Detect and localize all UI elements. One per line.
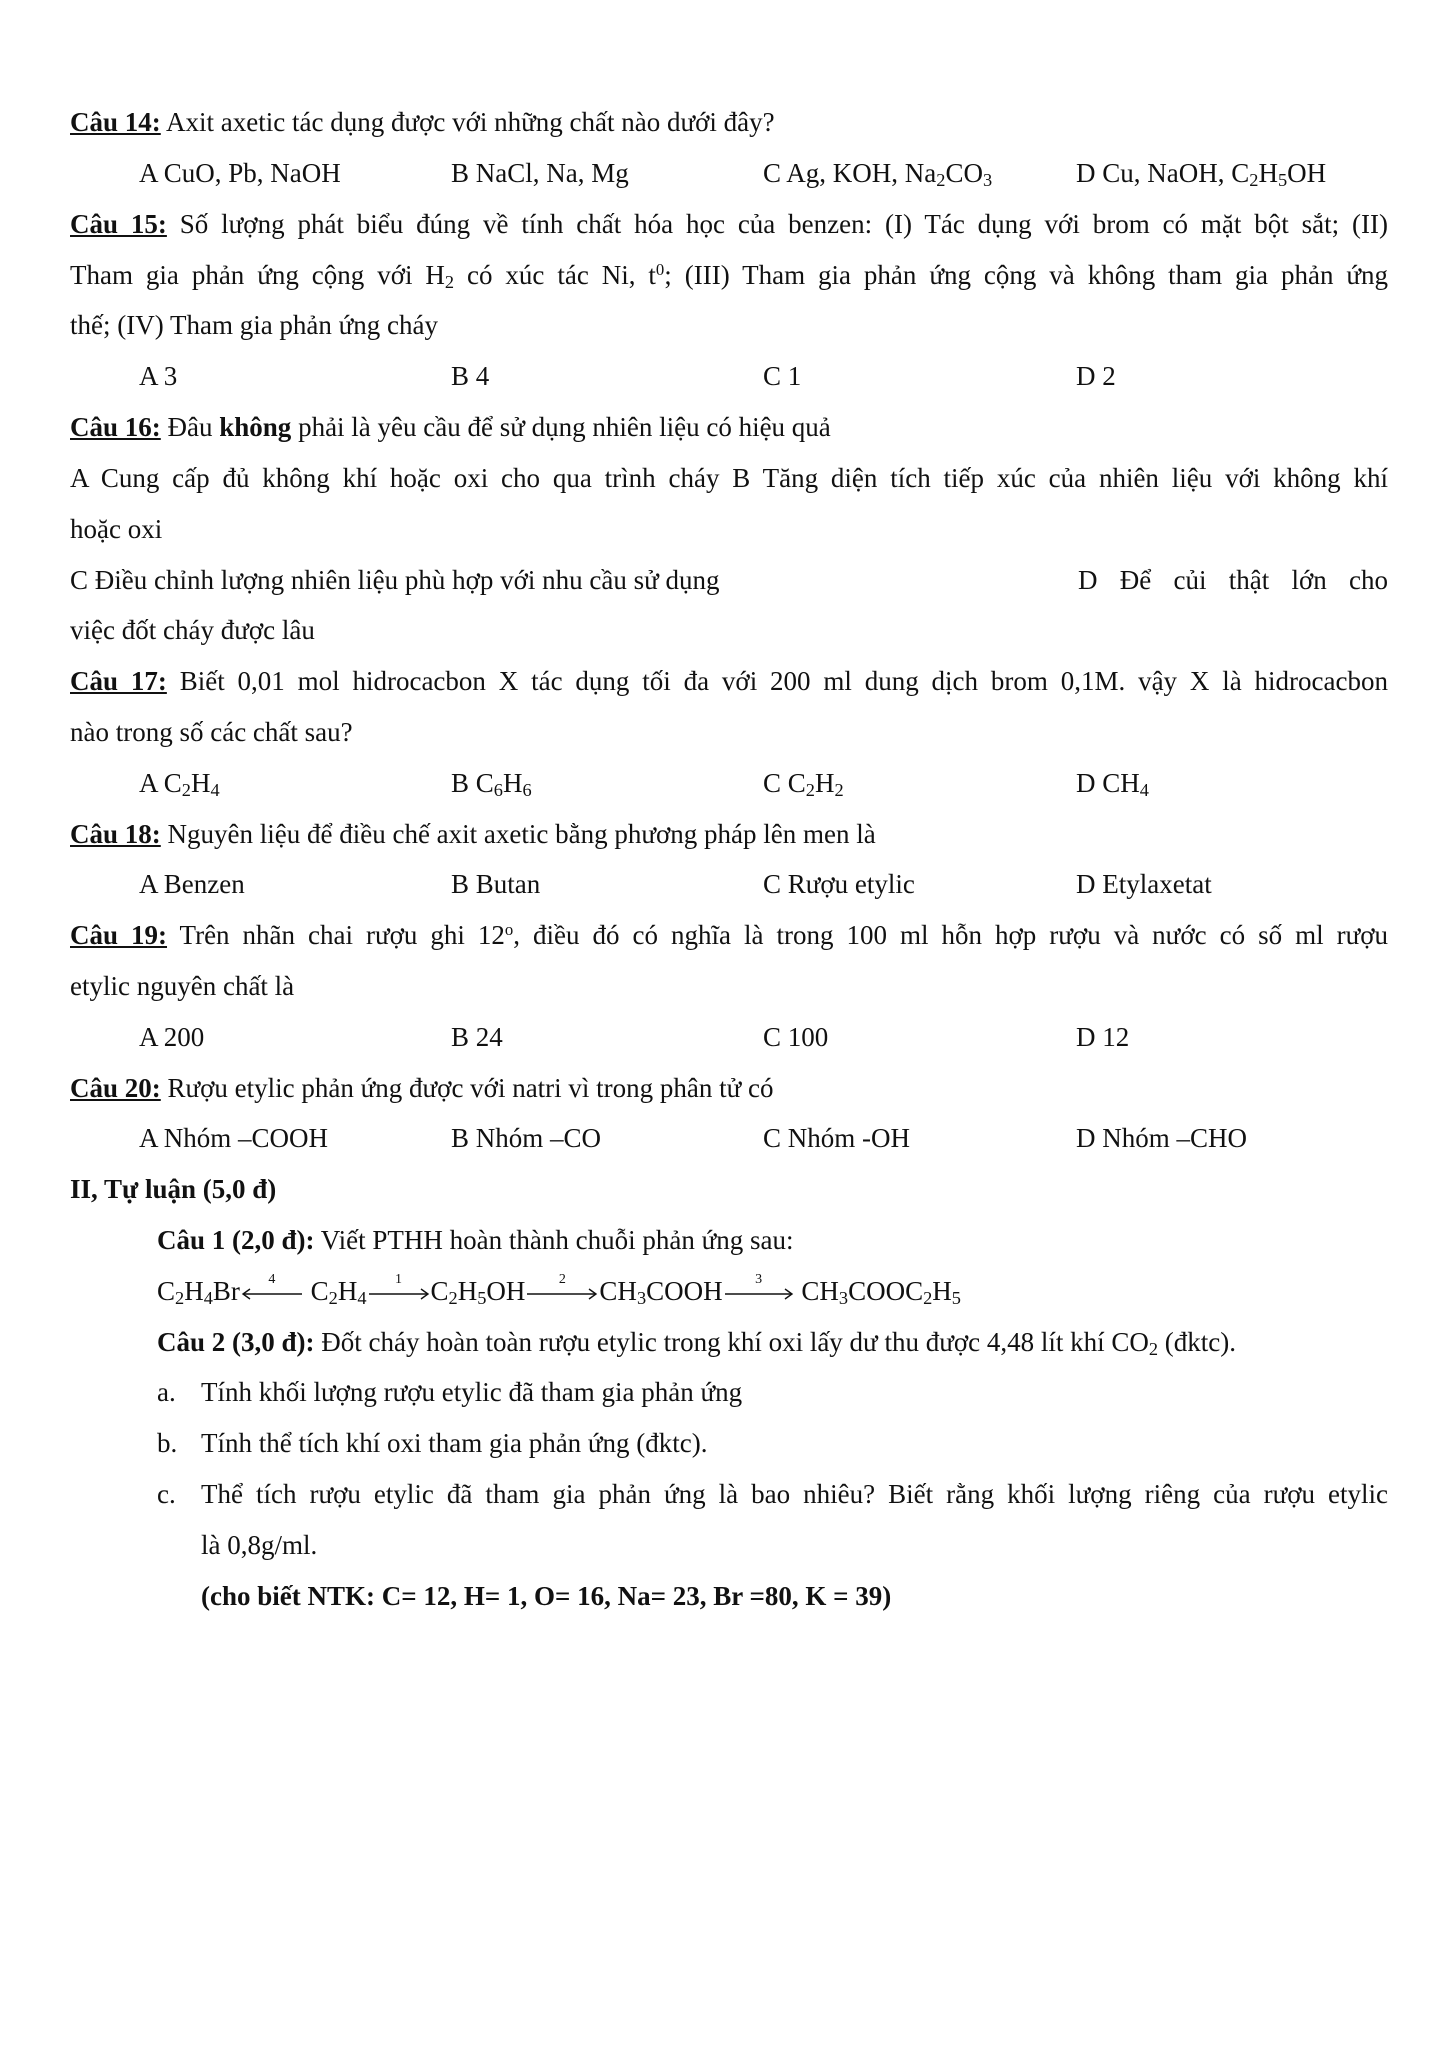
option-c: C Ag, KOH, $Na_2CO_3$ bbox=[763, 158, 993, 191]
question-14 bbox=[70, 106, 775, 138]
option-b: B 24 bbox=[451, 1022, 503, 1052]
question-15-line-3: thế; (IV) Tham gia phản ứng cháy bbox=[70, 310, 439, 340]
option-d: D 2 bbox=[1076, 361, 1116, 391]
option-d: D Etylaxetat bbox=[1076, 869, 1212, 899]
option-b: B Nhóm –CO bbox=[451, 1123, 602, 1153]
option-c: C 100 bbox=[763, 1022, 829, 1052]
option-c: C Điều chỉnh lượng nhiên liệu phù hợp với nhu cầu sử dụng bbox=[70, 565, 720, 595]
option-d: D Để củi thật lớn cho bbox=[1078, 565, 1388, 595]
question-16-options-ab-cont: hoặc oxi bbox=[70, 514, 163, 544]
option-d: D 12 bbox=[1076, 1022, 1130, 1052]
option-a: A $C_2H_4$ bbox=[139, 768, 220, 801]
option-b: B $C_6H_6$ bbox=[451, 768, 532, 801]
reaction-chain bbox=[157, 1271, 961, 1309]
question-16-options-ab: A Cung cấp đủ không khí hoặc oxi cho qua trình cháy B Tăng diện tích tiếp xúc của nhiên liệu với không khí bbox=[70, 463, 1388, 493]
sub-question-a-marker: a. bbox=[157, 1377, 176, 1407]
left-arrow-icon: 4 bbox=[240, 1284, 304, 1304]
option-a: A Benzen bbox=[139, 869, 245, 899]
right-arrow-icon: 2 bbox=[525, 1284, 599, 1304]
option-c: C 1 bbox=[763, 361, 802, 391]
question-label: Câu 18: bbox=[70, 819, 161, 849]
sub-question-c-cont: là 0,8g/ml. bbox=[201, 1530, 318, 1560]
question-19-line-2: etylic nguyên chất là bbox=[70, 971, 295, 1001]
sub-question-b: Tính thể tích khí oxi tham gia phản ứng (đktc). bbox=[201, 1428, 708, 1458]
option-d: D $CH_4$ bbox=[1076, 768, 1149, 801]
question-17-line-2: nào trong số các chất sau? bbox=[70, 717, 353, 747]
sub-question-b-marker: b. bbox=[157, 1428, 178, 1458]
question-16: Câu 16: Đâu không phải là yêu cầu để sử dụng nhiên liệu có hiệu quả bbox=[70, 412, 831, 442]
option-a: A 3 bbox=[139, 361, 178, 391]
option-d: D Nhóm –CHO bbox=[1076, 1123, 1248, 1153]
question-label: Câu 15: bbox=[70, 209, 167, 239]
question-text: Axit axetic tác dụng được với những chất nào dưới đây? bbox=[160, 107, 775, 137]
sub-question-a: Tính khối lượng rượu etylic đã tham gia phản ứng bbox=[201, 1377, 743, 1407]
option-c: C $C_2H_2$ bbox=[763, 768, 844, 801]
option-b: B 4 bbox=[451, 361, 490, 391]
compound-c2h4br: $C_2H_4Br$ bbox=[157, 1276, 240, 1309]
question-19: Câu 19: Trên nhãn chai rượu ghi 12$^o$, điều đó có nghĩa là trong 100 ml hỗn hợp rượu và nước có số ml rượu bbox=[70, 919, 1388, 950]
section-title: II, Tự luận (5,0 đ) bbox=[70, 1174, 277, 1204]
question-label: Câu 20: bbox=[70, 1073, 161, 1103]
sub-question-c-marker: c. bbox=[157, 1479, 176, 1509]
question-20: Câu 20: Rượu etylic phản ứng được với natri vì trong phân tử có bbox=[70, 1073, 774, 1103]
option-a: A Nhóm –COOH bbox=[139, 1123, 329, 1153]
compound-c2h5oh: $C_2H_5OH$ bbox=[430, 1276, 526, 1309]
question-label: Câu 14: bbox=[70, 107, 161, 137]
option-d: D Cu, NaOH, $C_2H_5OH$ bbox=[1076, 158, 1327, 191]
option-c: C Rượu etylic bbox=[763, 869, 915, 899]
option-b: B NaCl, Na, Mg bbox=[451, 158, 629, 188]
compound-c2h4: $C_2H_4$ bbox=[310, 1276, 367, 1309]
option-c: C Nhóm -OH bbox=[763, 1123, 910, 1153]
right-arrow-icon: 3 bbox=[723, 1284, 795, 1304]
atomic-mass-note: (cho biết NTK: C= 12, H= 1, O= 16, Na= 23, Br =80, K = 39) bbox=[201, 1581, 892, 1611]
question-label: Câu 16: bbox=[70, 412, 161, 442]
question-15: Câu 15: Số lượng phát biểu đúng về tính chất hóa học của benzen: (I) Tác dụng với brom có mặt bột sắt; (II) bbox=[70, 209, 1388, 239]
essay-question-2: Câu 2 (3,0 đ): Đốt cháy hoàn toàn rượu etylic trong khí oxi lấy dư thu được 4,48 lít khí $CO_2$ (đktc). bbox=[157, 1327, 1237, 1360]
sub-question-c: Thể tích rượu etylic đã tham gia phản ứng là bao nhiêu? Biết rằng khối lượng riêng của rượu etylic bbox=[201, 1479, 1388, 1509]
compound-ch3cooc2h5: $CH_3COOC_2H_5$ bbox=[801, 1276, 961, 1309]
right-arrow-icon: 1 bbox=[367, 1284, 431, 1304]
question-17: Câu 17: Biết 0,01 mol hidrocacbon X tác dụng tối đa với 200 ml dung dịch brom 0,1M. vậy X là hidrocacbon bbox=[70, 666, 1389, 696]
option-b: B Butan bbox=[451, 869, 541, 899]
option-d-cont: việc đốt cháy được lâu bbox=[70, 615, 315, 645]
question-label: Câu 19: bbox=[70, 920, 168, 950]
question-18: Câu 18: Nguyên liệu để điều chế axit axetic bằng phương pháp lên men là bbox=[70, 819, 876, 849]
question-15-line-2: Tham gia phản ứng cộng với $H_2$ có xúc tác Ni, $t^0$; (III) Tham gia phản ứng cộng và không tham gia phản ứng bbox=[70, 259, 1389, 293]
option-a: A CuO, Pb, NaOH bbox=[139, 158, 341, 188]
essay-question-1: Câu 1 (2,0 đ): Viết PTHH hoàn thành chuỗi phản ứng sau: bbox=[157, 1225, 794, 1255]
question-label: Câu 17: bbox=[70, 666, 167, 696]
compound-ch3cooh: $CH_3COOH$ bbox=[599, 1276, 723, 1309]
option-a: A 200 bbox=[139, 1022, 205, 1052]
